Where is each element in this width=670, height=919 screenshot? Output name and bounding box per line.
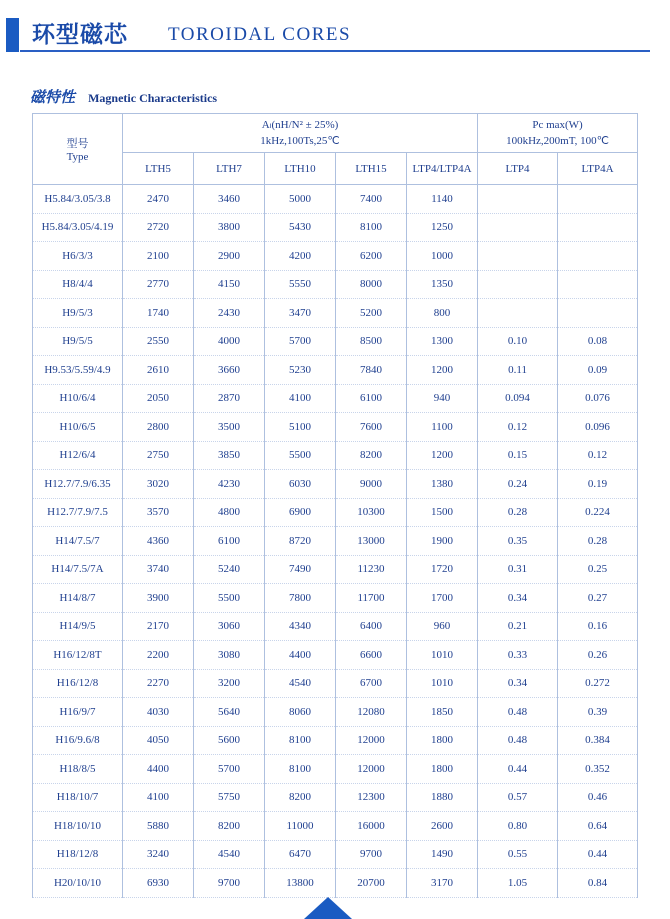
value-cell: 1500 [407,498,478,527]
table-row [33,270,638,299]
value-cell: 2750 [123,441,194,470]
value-cell: 7600 [336,413,407,442]
value-cell: 8200 [336,441,407,470]
table-row [33,840,638,869]
value-cell: 5200 [336,299,407,328]
table-row [33,185,638,214]
value-cell [478,185,558,214]
value-cell: 5100 [265,413,336,442]
value-cell: 3080 [194,641,265,670]
value-cell: 11230 [336,555,407,584]
type-cell: H9.53/5.59/4.9 [33,356,123,385]
value-cell: 20700 [336,869,407,898]
value-cell: 13000 [336,527,407,556]
value-cell: 6100 [336,384,407,413]
value-cell: 8100 [265,755,336,784]
table-row [33,470,638,499]
table-row [33,327,638,356]
value-cell: 0.12 [478,413,558,442]
al-header-line2: 1kHz,100Ts,25℃ [260,135,340,147]
table-row [33,441,638,470]
value-cell: 1720 [407,555,478,584]
value-cell: 1380 [407,470,478,499]
value-cell: 1.05 [478,869,558,898]
value-cell: 1300 [407,327,478,356]
value-cell [558,242,638,271]
value-cell: 2550 [123,327,194,356]
value-cell: 8000 [336,270,407,299]
al-header [123,114,478,153]
value-cell: 0.34 [478,669,558,698]
table-row [33,413,638,442]
value-cell: 0.24 [478,470,558,499]
table-row [33,669,638,698]
value-cell: 6900 [265,498,336,527]
value-cell: 11700 [336,584,407,613]
page-header [0,0,670,56]
value-cell: 0.80 [478,812,558,841]
value-cell: 3170 [407,869,478,898]
value-cell: 2800 [123,413,194,442]
type-cell: H8/4/4 [33,270,123,299]
value-cell: 5640 [194,698,265,727]
value-cell: 7840 [336,356,407,385]
value-cell: 0.08 [558,327,638,356]
type-cell: H14/8/7 [33,584,123,613]
value-cell: 4200 [265,242,336,271]
table-row [33,555,638,584]
value-cell: 1100 [407,413,478,442]
value-cell: 1000 [407,242,478,271]
type-cell: H14/9/5 [33,612,123,641]
value-cell: 0.224 [558,498,638,527]
value-cell: 4400 [265,641,336,670]
value-cell: 1900 [407,527,478,556]
type-cell: H5.84/3.05/3.8 [33,185,123,214]
column-header-row [33,153,638,185]
value-cell: 5500 [265,441,336,470]
value-cell: 2470 [123,185,194,214]
value-cell: 4360 [123,527,194,556]
value-cell: 1490 [407,840,478,869]
type-cell: H16/12/8 [33,669,123,698]
value-cell: 6200 [336,242,407,271]
type-cell: H12/6/4 [33,441,123,470]
value-cell: 0.19 [558,470,638,499]
column-header: LTH5 [123,153,194,185]
value-cell: 6700 [336,669,407,698]
table-row [33,755,638,784]
value-cell: 4540 [194,840,265,869]
value-cell: 0.84 [558,869,638,898]
value-cell: 5550 [265,270,336,299]
value-cell: 2100 [123,242,194,271]
value-cell: 3020 [123,470,194,499]
value-cell: 2900 [194,242,265,271]
section-title-cn: 磁特性 [30,88,76,106]
value-cell: 1880 [407,783,478,812]
value-cell: 2770 [123,270,194,299]
value-cell: 8500 [336,327,407,356]
value-cell: 1800 [407,755,478,784]
value-cell [478,299,558,328]
al-header-line1: Aₗ(nH/N² ± 25%) [261,119,339,131]
value-cell: 5880 [123,812,194,841]
value-cell: 2610 [123,356,194,385]
section-title-en: Magnetic Characteristics [88,91,218,105]
value-cell: 0.35 [478,527,558,556]
value-cell: 0.28 [558,527,638,556]
value-cell: 3740 [123,555,194,584]
column-header: LTH7 [194,153,265,185]
pc-header-line2: 100kHz,200mT, 100℃ [506,135,609,147]
value-cell: 6030 [265,470,336,499]
value-cell: 2600 [407,812,478,841]
value-cell: 6400 [336,612,407,641]
value-cell: 0.21 [478,612,558,641]
table-row [33,812,638,841]
header-accent-bar [6,18,19,52]
value-cell: 4340 [265,612,336,641]
value-cell: 0.25 [558,555,638,584]
value-cell: 4230 [194,470,265,499]
type-cell: H10/6/5 [33,413,123,442]
column-header: LTH15 [336,153,407,185]
type-cell: H16/12/8T [33,641,123,670]
column-header: LTP4A [558,153,638,185]
value-cell: 5500 [194,584,265,613]
value-cell: 2430 [194,299,265,328]
value-cell: 800 [407,299,478,328]
value-cell: 1200 [407,441,478,470]
value-cell: 2200 [123,641,194,670]
value-cell: 4030 [123,698,194,727]
type-cell: H12.7/7.9/7.5 [33,498,123,527]
value-cell: 0.11 [478,356,558,385]
value-cell: 4800 [194,498,265,527]
value-cell: 4100 [123,783,194,812]
type-cell: H16/9/7 [33,698,123,727]
value-cell: 4050 [123,726,194,755]
value-cell [478,242,558,271]
value-cell: 3200 [194,669,265,698]
value-cell: 0.352 [558,755,638,784]
value-cell: 6470 [265,840,336,869]
value-cell: 3240 [123,840,194,869]
type-cell: H9/5/3 [33,299,123,328]
value-cell: 0.39 [558,698,638,727]
value-cell [478,270,558,299]
type-cell: H9/5/5 [33,327,123,356]
value-cell: 12080 [336,698,407,727]
value-cell: 0.16 [558,612,638,641]
value-cell: 0.28 [478,498,558,527]
value-cell: 0.33 [478,641,558,670]
page-footer-triangle [304,897,352,919]
value-cell: 0.09 [558,356,638,385]
value-cell: 0.12 [558,441,638,470]
value-cell: 5230 [265,356,336,385]
header-title-en: TOROIDAL CORES [168,24,352,45]
value-cell: 5430 [265,213,336,242]
pc-header-line1: Pc max(W) [532,119,583,131]
value-cell: 5700 [194,755,265,784]
value-cell: 2270 [123,669,194,698]
value-cell: 8100 [336,213,407,242]
value-cell: 5000 [265,185,336,214]
type-cell: H12.7/7.9/6.35 [33,470,123,499]
value-cell: 1850 [407,698,478,727]
value-cell: 1010 [407,641,478,670]
value-cell: 8060 [265,698,336,727]
table-row [33,356,638,385]
value-cell: 0.094 [478,384,558,413]
value-cell: 0.384 [558,726,638,755]
value-cell: 12000 [336,755,407,784]
value-cell: 8200 [265,783,336,812]
value-cell: 4540 [265,669,336,698]
value-cell: 0.64 [558,812,638,841]
value-cell: 11000 [265,812,336,841]
value-cell: 2870 [194,384,265,413]
value-cell: 9700 [336,840,407,869]
value-cell: 1140 [407,185,478,214]
value-cell: 1250 [407,213,478,242]
type-cell: H18/8/5 [33,755,123,784]
value-cell: 5600 [194,726,265,755]
type-header-cn: 型号 [66,138,89,150]
value-cell: 0.272 [558,669,638,698]
type-cell: H18/12/8 [33,840,123,869]
value-cell: 940 [407,384,478,413]
value-cell: 0.15 [478,441,558,470]
table-row [33,698,638,727]
type-cell: H20/10/10 [33,869,123,898]
table-row [33,242,638,271]
header-title-cn: 环型磁芯 [32,21,128,48]
table-row [33,726,638,755]
value-cell: 0.31 [478,555,558,584]
value-cell: 3500 [194,413,265,442]
value-cell: 0.27 [558,584,638,613]
value-cell: 2050 [123,384,194,413]
type-cell: H5.84/3.05/4.19 [33,213,123,242]
value-cell: 1700 [407,584,478,613]
value-cell: 10300 [336,498,407,527]
value-cell: 0.096 [558,413,638,442]
value-cell: 0.44 [558,840,638,869]
value-cell: 8200 [194,812,265,841]
table-row [33,612,638,641]
value-cell: 9000 [336,470,407,499]
type-cell: H18/10/10 [33,812,123,841]
magnetic-characteristics-table [32,113,638,898]
table-row [33,641,638,670]
value-cell: 8720 [265,527,336,556]
value-cell: 5750 [194,783,265,812]
value-cell: 0.076 [558,384,638,413]
column-header: LTH10 [265,153,336,185]
value-cell: 4150 [194,270,265,299]
value-cell: 7490 [265,555,336,584]
value-cell: 1740 [123,299,194,328]
value-cell: 2170 [123,612,194,641]
value-cell: 7800 [265,584,336,613]
value-cell: 6100 [194,527,265,556]
value-cell: 5240 [194,555,265,584]
value-cell: 6600 [336,641,407,670]
table-row [33,527,638,556]
value-cell: 3570 [123,498,194,527]
value-cell: 0.48 [478,698,558,727]
value-cell: 3470 [265,299,336,328]
value-cell: 1350 [407,270,478,299]
value-cell [558,270,638,299]
value-cell: 1010 [407,669,478,698]
value-cell: 6930 [123,869,194,898]
value-cell: 3850 [194,441,265,470]
value-cell: 9700 [194,869,265,898]
table-row [33,384,638,413]
table-body [33,185,638,898]
value-cell: 0.26 [558,641,638,670]
value-cell: 12000 [336,726,407,755]
value-cell: 960 [407,612,478,641]
value-cell [558,185,638,214]
value-cell: 3900 [123,584,194,613]
value-cell: 3060 [194,612,265,641]
value-cell: 0.34 [478,584,558,613]
type-cell: H14/7.5/7 [33,527,123,556]
value-cell: 7400 [336,185,407,214]
value-cell: 8100 [265,726,336,755]
value-cell: 0.57 [478,783,558,812]
pc-header [478,114,638,153]
value-cell: 0.48 [478,726,558,755]
type-header [33,114,123,185]
value-cell: 4100 [265,384,336,413]
table-row [33,498,638,527]
column-header: LTP4 [478,153,558,185]
value-cell: 0.46 [558,783,638,812]
column-header: LTP4/LTP4A [407,153,478,185]
value-cell: 0.55 [478,840,558,869]
type-cell: H16/9.6/8 [33,726,123,755]
value-cell: 3800 [194,213,265,242]
value-cell: 13800 [265,869,336,898]
value-cell [558,299,638,328]
type-cell: H14/7.5/7A [33,555,123,584]
value-cell [558,213,638,242]
value-cell: 4400 [123,755,194,784]
header-divider [20,50,650,52]
table-row [33,299,638,328]
type-header-en: Type [66,151,89,163]
value-cell: 3660 [194,356,265,385]
value-cell: 2720 [123,213,194,242]
table-row [33,584,638,613]
table-row [33,213,638,242]
value-cell: 1200 [407,356,478,385]
value-cell: 0.10 [478,327,558,356]
value-cell: 5700 [265,327,336,356]
section-heading [30,86,217,107]
table-row [33,783,638,812]
value-cell: 3460 [194,185,265,214]
value-cell: 0.44 [478,755,558,784]
type-cell: H6/3/3 [33,242,123,271]
value-cell [478,213,558,242]
value-cell: 16000 [336,812,407,841]
type-cell: H18/10/7 [33,783,123,812]
type-cell: H10/6/4 [33,384,123,413]
table-row [33,869,638,898]
value-cell: 4000 [194,327,265,356]
value-cell: 12300 [336,783,407,812]
value-cell: 1800 [407,726,478,755]
